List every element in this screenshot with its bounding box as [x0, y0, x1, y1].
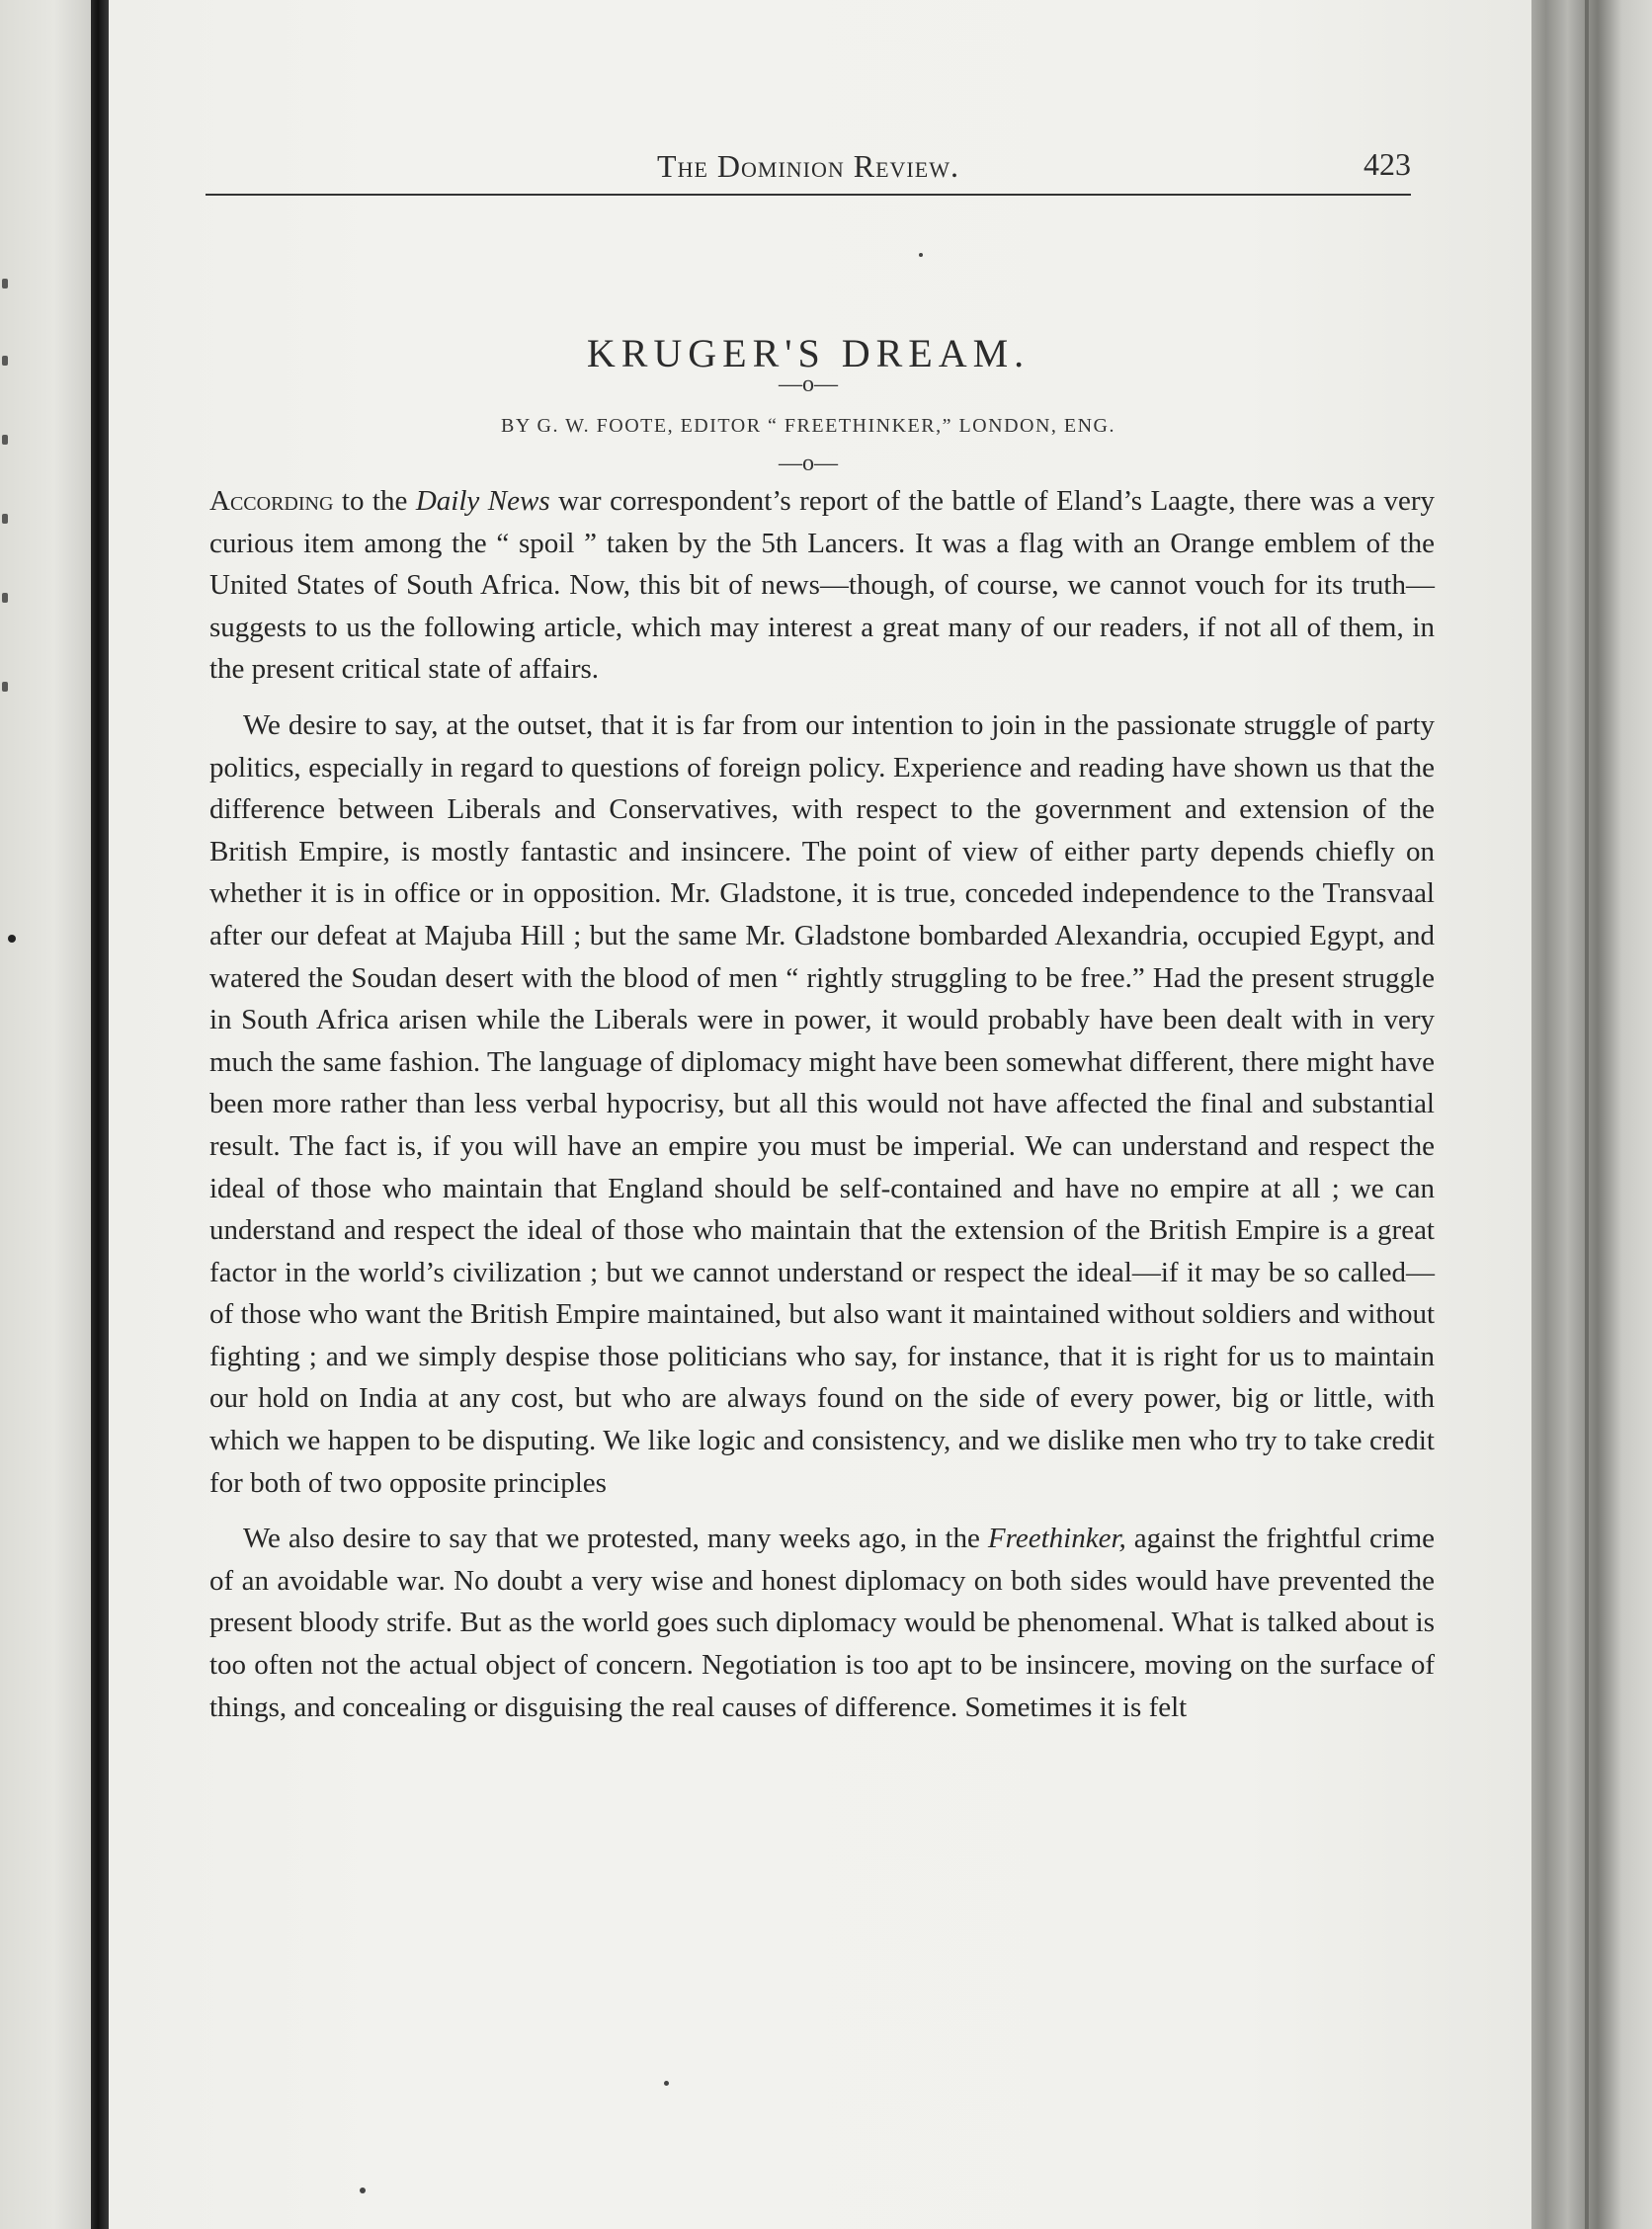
title-ornament: —o— — [779, 372, 838, 397]
paragraph-text: We also desire to say that we protested, many weeks ago, in the — [243, 1523, 988, 1555]
paper-speck — [360, 2188, 366, 2193]
ink-mark — [2, 514, 8, 524]
ink-mark — [2, 435, 8, 445]
book-gutter — [91, 0, 109, 2229]
byline-ornament: —o— — [779, 451, 838, 476]
publication-name: Daily News — [415, 485, 550, 517]
paragraph-text: war correspondent’s report of the battle of Eland’s Laagte, there was a very curious item among the “ spoil ” taken by the 5th Lancers. It was a flag with an Orange emblem of the United States of South Africa. Now, this bit of news—though, of course, we cannot vouch for its truth—suggests to us the following article, which may interest a great many of our readers, if not all of them, in the present critical state of affairs. — [209, 485, 1435, 686]
paragraph-text: to the — [333, 485, 416, 517]
paragraph-3 — [209, 1518, 1435, 1728]
page-number: 423 — [1363, 146, 1411, 182]
article-byline: BY G. W. FOOTE, EDITOR “ FREETHINKER,” LONDON, ENG. — [500, 415, 1116, 437]
publication-name: Freethinker, — [987, 1523, 1126, 1555]
paragraph-text: against the frightful crime of an avoidable war. No doubt a very wise and honest diplomacy on both sides would have prevented the present bloody strife. But as the world goes such diplomacy would be phenomenal. What is talked about is too often not the actual object of concern. Negotiation is too apt to be insincere, moving on the surface of things, and concealing or disguising the real causes of difference. Sometimes it is felt — [209, 1523, 1435, 1723]
running-header-title: The Dominion Review. — [657, 148, 959, 184]
paper-speck — [919, 253, 923, 257]
facing-page-edge — [0, 0, 91, 2229]
ink-mark — [2, 593, 8, 603]
page-stack-edge — [1531, 0, 1652, 2229]
article-title: KRUGER'S DREAM. — [586, 331, 1031, 375]
paragraph-text: We desire to say, at the outset, that it is far from our intention to join in the passionate struggle of party politics, especially in regard to questions of foreign policy. Experience and reading have shown us that the difference between Liberals and Conservatives, with respect to the government and extension of the British Empire, is mostly fantastic and insincere. The point of view of either party depends chiefly on whether it is in office or in opposition. Mr. Gladstone, it is true, conceded independence to the Transvaal after our defeat at Majuba Hill ; but the same Mr. Gladstone bombarded Alexandria, occupied Egypt, and watered the Soudan desert with the blood of men “ rightly struggling to be free.” Had the present struggle in South Africa arisen while the Liberals were in power, it would probably have been dealt with in very much the same fashion. The language of diplomacy might have been somewhat different, there might have been more rather than less verbal hypocrisy, but all this would not have affected the final and substantial result. The fact is, if you will have an empire you must be imperial. We can understand and respect the ideal of those who maintain that England should be self-contained and have no empire at all ; we can understand and respect the ideal of those who maintain that the extension of the British Empire is a great factor in the world’s civilization ; but we cannot understand or respect the ideal—if it may be so called—of those who want the British Empire maintained, but also want it maintained without soldiers and without fighting ; and we simply despise those politicians who say, for instance, that it is right for us to maintain our hold on India at any cost, but who are always found on the side of every power, big or little, with which we happen to be disputing. We like logic and consistency, and we dislike men who try to take credit for both of two opposite principles — [209, 708, 1435, 1499]
paragraph-2 — [209, 704, 1435, 1504]
article-body — [209, 480, 1435, 1728]
paragraph-1 — [209, 480, 1435, 691]
running-header — [206, 144, 1411, 196]
paper-speck — [664, 2081, 669, 2086]
ink-mark — [2, 356, 8, 366]
ink-mark — [2, 279, 8, 289]
lead-word: According — [209, 485, 334, 517]
ink-mark — [8, 935, 16, 943]
ink-mark — [2, 682, 8, 692]
